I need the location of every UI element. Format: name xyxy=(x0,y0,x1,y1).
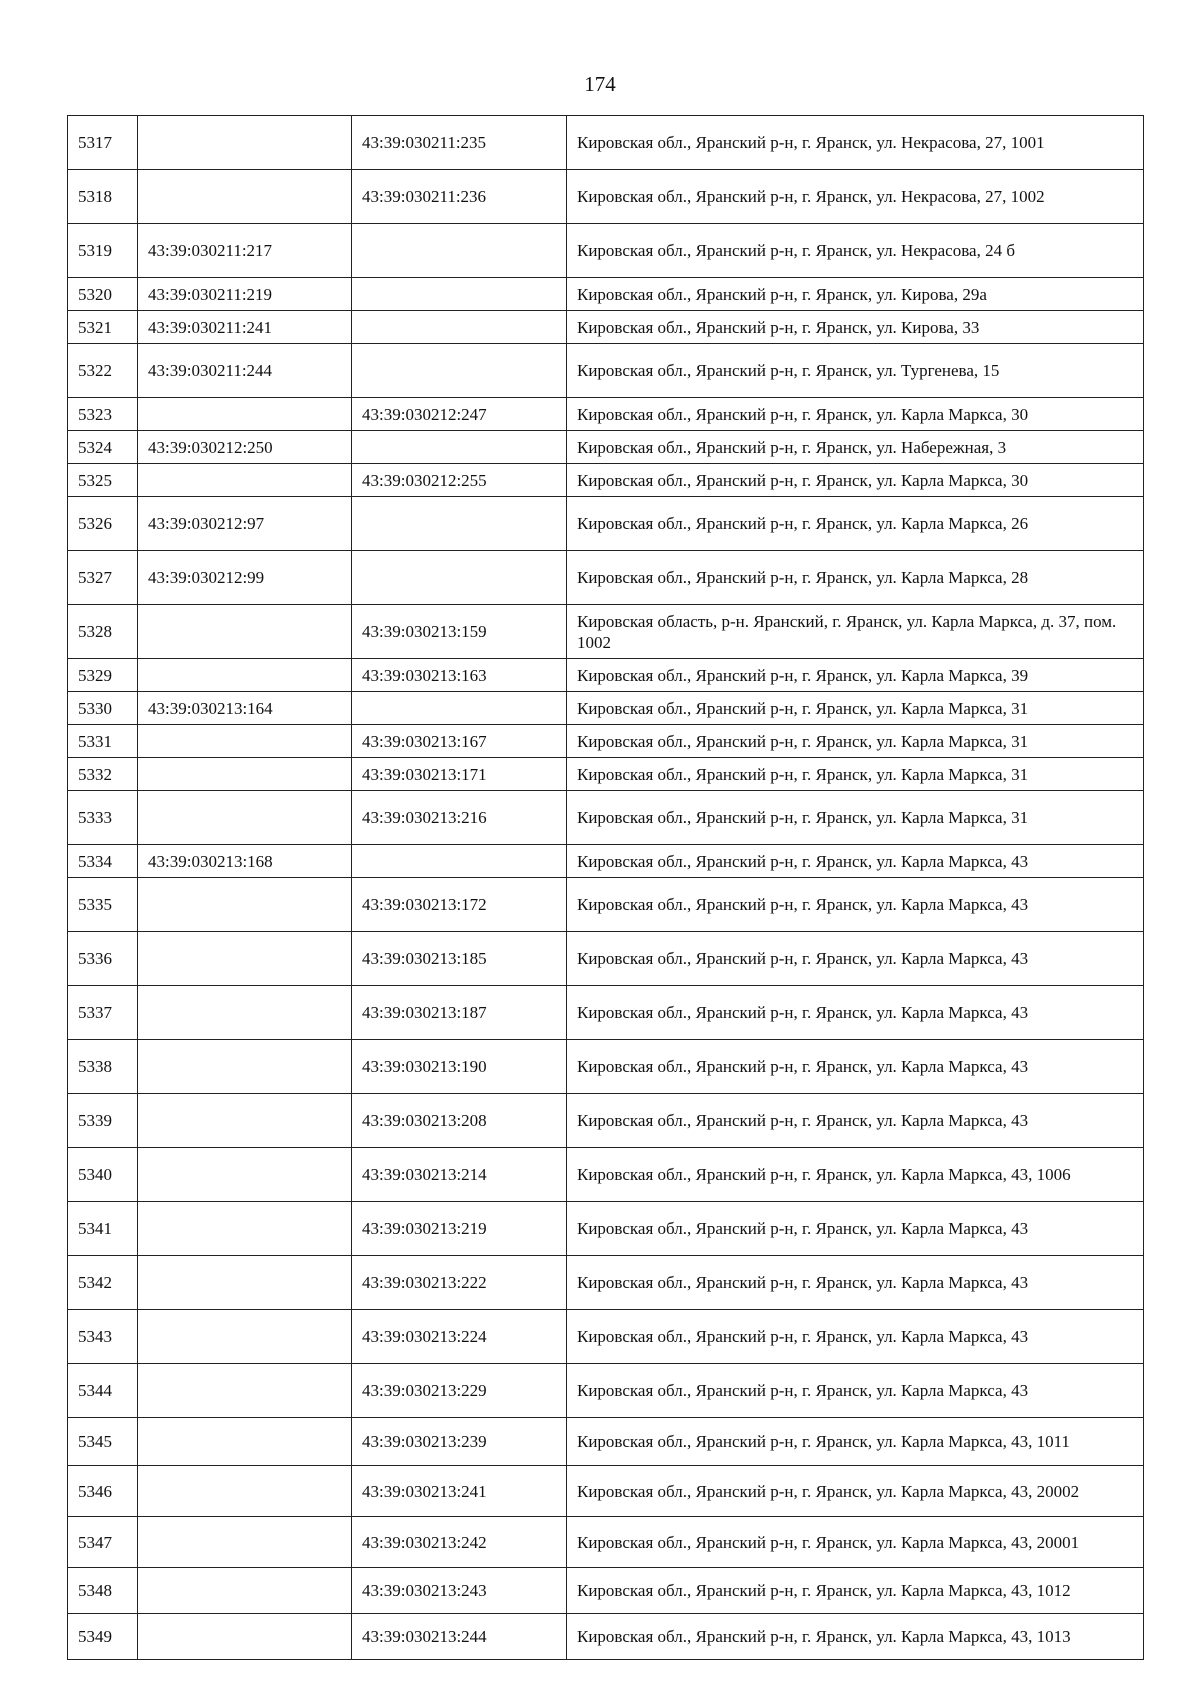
address: Кировская обл., Яранский р-н, г. Яранск, ул. Набережная, 3 xyxy=(567,431,1144,464)
row-number: 5334 xyxy=(68,845,138,878)
cadastral-number-object xyxy=(352,692,567,725)
cadastral-number-object: 43:39:030213:159 xyxy=(352,605,567,659)
table-row xyxy=(68,1418,1144,1466)
cadastral-number-land xyxy=(138,398,352,431)
row-number: 5333 xyxy=(68,791,138,845)
address: Кировская область, р-н. Яранский, г. Яранск, ул. Карла Маркса, д. 37, пом. 1002 xyxy=(567,605,1144,659)
cadastral-number-object: 43:39:030213:171 xyxy=(352,758,567,791)
cadastral-number-land xyxy=(138,1466,352,1517)
table-row xyxy=(68,224,1144,278)
cadastral-number-object: 43:39:030213:187 xyxy=(352,986,567,1040)
table-row xyxy=(68,845,1144,878)
cadastral-number-land: 43:39:030213:164 xyxy=(138,692,352,725)
address: Кировская обл., Яранский р-н, г. Яранск, ул. Карла Маркса, 43 xyxy=(567,1256,1144,1310)
page-number: 174 xyxy=(584,72,616,96)
cadastral-number-land xyxy=(138,1094,352,1148)
table-row xyxy=(68,1148,1144,1202)
row-number: 5342 xyxy=(68,1256,138,1310)
row-number: 5343 xyxy=(68,1310,138,1364)
row-number: 5336 xyxy=(68,932,138,986)
cadastral-number-land: 43:39:030213:168 xyxy=(138,845,352,878)
table-row xyxy=(68,116,1144,170)
cadastral-number-object xyxy=(352,311,567,344)
cadastral-number-land: 43:39:030212:250 xyxy=(138,431,352,464)
cadastral-number-land: 43:39:030211:241 xyxy=(138,311,352,344)
address: Кировская обл., Яранский р-н, г. Яранск, ул. Кирова, 33 xyxy=(567,311,1144,344)
cadastral-number-land xyxy=(138,1148,352,1202)
cadastral-number-object: 43:39:030212:255 xyxy=(352,464,567,497)
cadastral-number-land xyxy=(138,758,352,791)
cadastral-number-object: 43:39:030213:239 xyxy=(352,1418,567,1466)
cadastral-number-object: 43:39:030212:247 xyxy=(352,398,567,431)
table-row xyxy=(68,344,1144,398)
row-number: 5347 xyxy=(68,1517,138,1568)
cadastral-number-object: 43:39:030213:244 xyxy=(352,1614,567,1660)
cadastral-number-object: 43:39:030213:185 xyxy=(352,932,567,986)
table-row xyxy=(68,1568,1144,1614)
table-row xyxy=(68,1256,1144,1310)
cadastral-number-object: 43:39:030213:243 xyxy=(352,1568,567,1614)
row-number: 5339 xyxy=(68,1094,138,1148)
cadastral-number-land xyxy=(138,878,352,932)
cadastral-number-object: 43:39:030213:167 xyxy=(352,725,567,758)
cadastral-number-object xyxy=(352,278,567,311)
row-number: 5320 xyxy=(68,278,138,311)
table-row xyxy=(68,1202,1144,1256)
cadastral-number-land xyxy=(138,1364,352,1418)
row-number: 5345 xyxy=(68,1418,138,1466)
row-number: 5332 xyxy=(68,758,138,791)
cadastral-number-object xyxy=(352,551,567,605)
address: Кировская обл., Яранский р-н, г. Яранск, ул. Карла Маркса, 31 xyxy=(567,692,1144,725)
row-number: 5321 xyxy=(68,311,138,344)
address: Кировская обл., Яранский р-н, г. Яранск, ул. Карла Маркса, 43, 1006 xyxy=(567,1148,1144,1202)
cadastral-number-land: 43:39:030212:97 xyxy=(138,497,352,551)
row-number: 5319 xyxy=(68,224,138,278)
address: Кировская обл., Яранский р-н, г. Яранск, ул. Тургенева, 15 xyxy=(567,344,1144,398)
cadastral-number-land xyxy=(138,1517,352,1568)
cadastral-number-land xyxy=(138,659,352,692)
table-row xyxy=(68,659,1144,692)
cadastral-number-object xyxy=(352,224,567,278)
table-row xyxy=(68,1466,1144,1517)
cadastral-number-land: 43:39:030212:99 xyxy=(138,551,352,605)
cadastral-number-land: 43:39:030211:244 xyxy=(138,344,352,398)
address: Кировская обл., Яранский р-н, г. Яранск, ул. Карла Маркса, 30 xyxy=(567,398,1144,431)
registry-table xyxy=(67,115,1144,1660)
cadastral-number-object xyxy=(352,497,567,551)
row-number: 5328 xyxy=(68,605,138,659)
address: Кировская обл., Яранский р-н, г. Яранск, ул. Карла Маркса, 43 xyxy=(567,878,1144,932)
address: Кировская обл., Яранский р-н, г. Яранск, ул. Карла Маркса, 30 xyxy=(567,464,1144,497)
table-row xyxy=(68,986,1144,1040)
table-row xyxy=(68,398,1144,431)
row-number: 5346 xyxy=(68,1466,138,1517)
row-number: 5326 xyxy=(68,497,138,551)
cadastral-number-object: 43:39:030213:242 xyxy=(352,1517,567,1568)
address: Кировская обл., Яранский р-н, г. Яранск, ул. Карла Маркса, 43 xyxy=(567,1202,1144,1256)
address: Кировская обл., Яранский р-н, г. Яранск, ул. Карла Маркса, 43 xyxy=(567,1310,1144,1364)
table-row xyxy=(68,725,1144,758)
table-row xyxy=(68,1310,1144,1364)
row-number: 5317 xyxy=(68,116,138,170)
row-number: 5331 xyxy=(68,725,138,758)
address: Кировская обл., Яранский р-н, г. Яранск, ул. Карла Маркса, 43, 1013 xyxy=(567,1614,1144,1660)
table-row xyxy=(68,932,1144,986)
cadastral-number-object xyxy=(352,344,567,398)
table-row xyxy=(68,791,1144,845)
cadastral-number-land: 43:39:030211:219 xyxy=(138,278,352,311)
address: Кировская обл., Яранский р-н, г. Яранск, ул. Некрасова, 27, 1002 xyxy=(567,170,1144,224)
table-row xyxy=(68,1517,1144,1568)
table-row xyxy=(68,1364,1144,1418)
row-number: 5341 xyxy=(68,1202,138,1256)
cadastral-number-land xyxy=(138,1568,352,1614)
address: Кировская обл., Яранский р-н, г. Яранск, ул. Карла Маркса, 43, 20002 xyxy=(567,1466,1144,1517)
row-number: 5324 xyxy=(68,431,138,464)
cadastral-number-land xyxy=(138,116,352,170)
row-number: 5318 xyxy=(68,170,138,224)
row-number: 5338 xyxy=(68,1040,138,1094)
table-row xyxy=(68,551,1144,605)
cadastral-number-object: 43:39:030213:214 xyxy=(352,1148,567,1202)
cadastral-number-object: 43:39:030213:219 xyxy=(352,1202,567,1256)
address: Кировская обл., Яранский р-н, г. Яранск, ул. Карла Маркса, 43 xyxy=(567,1040,1144,1094)
table-row xyxy=(68,605,1144,659)
cadastral-number-land xyxy=(138,170,352,224)
cadastral-number-object: 43:39:030213:224 xyxy=(352,1310,567,1364)
address: Кировская обл., Яранский р-н, г. Яранск, ул. Карла Маркса, 43 xyxy=(567,1094,1144,1148)
cadastral-number-land xyxy=(138,725,352,758)
table-row xyxy=(68,1614,1144,1660)
address: Кировская обл., Яранский р-н, г. Яранск, ул. Карла Маркса, 31 xyxy=(567,758,1144,791)
cadastral-number-land xyxy=(138,791,352,845)
row-number: 5327 xyxy=(68,551,138,605)
cadastral-number-land xyxy=(138,605,352,659)
cadastral-number-land xyxy=(138,932,352,986)
cadastral-number-object: 43:39:030213:163 xyxy=(352,659,567,692)
address: Кировская обл., Яранский р-н, г. Яранск, ул. Карла Маркса, 43, 20001 xyxy=(567,1517,1144,1568)
address: Кировская обл., Яранский р-н, г. Яранск, ул. Карла Маркса, 28 xyxy=(567,551,1144,605)
address: Кировская обл., Яранский р-н, г. Яранск, ул. Некрасова, 27, 1001 xyxy=(567,116,1144,170)
cadastral-number-object: 43:39:030213:229 xyxy=(352,1364,567,1418)
row-number: 5335 xyxy=(68,878,138,932)
address: Кировская обл., Яранский р-н, г. Яранск, ул. Карла Маркса, 26 xyxy=(567,497,1144,551)
cadastral-number-land xyxy=(138,1310,352,1364)
table-row xyxy=(68,170,1144,224)
row-number: 5322 xyxy=(68,344,138,398)
row-number: 5323 xyxy=(68,398,138,431)
cadastral-number-object: 43:39:030211:236 xyxy=(352,170,567,224)
table-row xyxy=(68,1040,1144,1094)
cadastral-number-object: 43:39:030213:216 xyxy=(352,791,567,845)
row-number: 5325 xyxy=(68,464,138,497)
cadastral-number-land: 43:39:030211:217 xyxy=(138,224,352,278)
row-number: 5337 xyxy=(68,986,138,1040)
address: Кировская обл., Яранский р-н, г. Яранск, ул. Некрасова, 24 б xyxy=(567,224,1144,278)
address: Кировская обл., Яранский р-н, г. Яранск, ул. Карла Маркса, 43 xyxy=(567,986,1144,1040)
row-number: 5330 xyxy=(68,692,138,725)
cadastral-number-land xyxy=(138,986,352,1040)
table-row xyxy=(68,464,1144,497)
cadastral-number-object: 43:39:030213:190 xyxy=(352,1040,567,1094)
address: Кировская обл., Яранский р-н, г. Яранск, ул. Кирова, 29а xyxy=(567,278,1144,311)
cadastral-number-object xyxy=(352,431,567,464)
row-number: 5344 xyxy=(68,1364,138,1418)
table-row xyxy=(68,497,1144,551)
table-row xyxy=(68,692,1144,725)
address: Кировская обл., Яранский р-н, г. Яранск, ул. Карла Маркса, 43 xyxy=(567,932,1144,986)
row-number: 5348 xyxy=(68,1568,138,1614)
cadastral-number-land xyxy=(138,1614,352,1660)
address: Кировская обл., Яранский р-н, г. Яранск, ул. Карла Маркса, 39 xyxy=(567,659,1144,692)
cadastral-number-land xyxy=(138,464,352,497)
table-row xyxy=(68,431,1144,464)
address: Кировская обл., Яранский р-н, г. Яранск, ул. Карла Маркса, 31 xyxy=(567,725,1144,758)
cadastral-number-object: 43:39:030211:235 xyxy=(352,116,567,170)
cadastral-number-land xyxy=(138,1202,352,1256)
registry-body xyxy=(68,116,1144,1660)
cadastral-number-land xyxy=(138,1418,352,1466)
table-row xyxy=(68,878,1144,932)
row-number: 5329 xyxy=(68,659,138,692)
cadastral-number-object: 43:39:030213:241 xyxy=(352,1466,567,1517)
table-row xyxy=(68,278,1144,311)
address: Кировская обл., Яранский р-н, г. Яранск, ул. Карла Маркса, 31 xyxy=(567,791,1144,845)
cadastral-number-object: 43:39:030213:208 xyxy=(352,1094,567,1148)
cadastral-number-object xyxy=(352,845,567,878)
cadastral-number-object: 43:39:030213:222 xyxy=(352,1256,567,1310)
address: Кировская обл., Яранский р-н, г. Яранск, ул. Карла Маркса, 43 xyxy=(567,1364,1144,1418)
address: Кировская обл., Яранский р-н, г. Яранск, ул. Карла Маркса, 43, 1012 xyxy=(567,1568,1144,1614)
cadastral-number-land xyxy=(138,1256,352,1310)
table-row xyxy=(68,758,1144,791)
table-row xyxy=(68,311,1144,344)
address: Кировская обл., Яранский р-н, г. Яранск, ул. Карла Маркса, 43, 1011 xyxy=(567,1418,1144,1466)
cadastral-number-land xyxy=(138,1040,352,1094)
row-number: 5340 xyxy=(68,1148,138,1202)
address: Кировская обл., Яранский р-н, г. Яранск, ул. Карла Маркса, 43 xyxy=(567,845,1144,878)
table-row xyxy=(68,1094,1144,1148)
cadastral-number-object: 43:39:030213:172 xyxy=(352,878,567,932)
row-number: 5349 xyxy=(68,1614,138,1660)
